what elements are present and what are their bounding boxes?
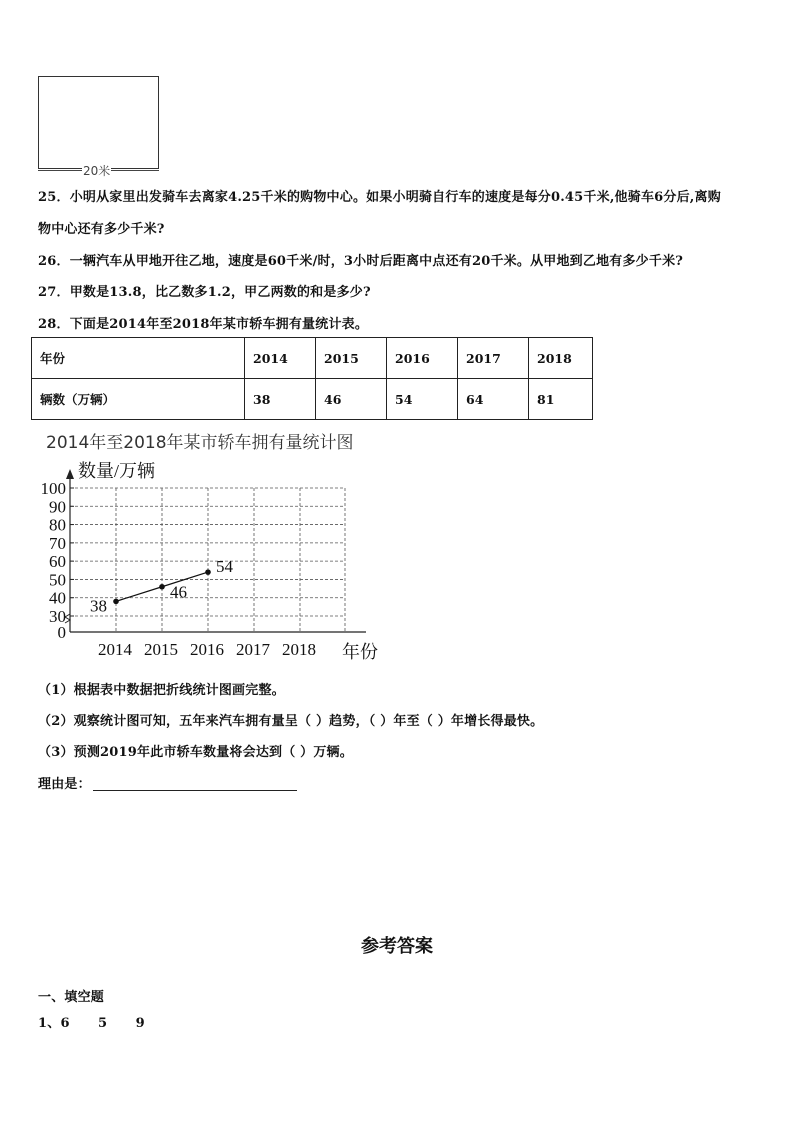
y-tick-label: 60 [49, 552, 66, 572]
table-cell: 38 [245, 379, 316, 420]
question-28: 28．下面是2014年至2018年某市轿车拥有量统计表。 [38, 317, 369, 332]
y-tick-label: 90 [49, 497, 66, 517]
question-27: 27．甲数是13.8，比乙数多1.2，甲乙两数的和是多少? [38, 285, 371, 300]
x-tick-label: 2014 [98, 640, 132, 659]
data-label: 38 [90, 596, 107, 616]
y-tick-label: 40 [49, 588, 66, 608]
data-point [113, 599, 119, 605]
square-figure [38, 76, 159, 169]
y-tick-label: 50 [49, 570, 66, 590]
x-tick-label: 2016 [190, 640, 224, 659]
data-point [205, 569, 211, 575]
table-cell: 46 [316, 379, 387, 420]
table-row [32, 338, 593, 379]
table-cell: 64 [458, 379, 529, 420]
x-tick-label: 2017 [236, 640, 270, 659]
subquestion-2: （2）观察统计图可知，五年来汽车拥有量呈（ ）趋势，（ ）年至（ ）年增长得最快。 [38, 714, 544, 729]
table-cell: 2015 [316, 338, 387, 379]
y-tick-label: 0 [57, 623, 66, 642]
question-25-line-1: 25．小明从家里出发骑车去离家4.25千米的购物中心。如果小明骑自行车的速度是每分0.45千米,他骑车6分后,离购 [38, 190, 721, 205]
answer-section-heading: 一、填空题 [38, 990, 105, 1005]
table-header-count: 辆数（万辆） [32, 379, 245, 420]
data-label: 54 [216, 557, 233, 577]
statistics-table [31, 337, 593, 420]
dimension-line [38, 164, 159, 176]
reason-answer-line [93, 789, 297, 791]
table-cell: 2017 [458, 338, 529, 379]
y-tick-label: 80 [49, 515, 66, 535]
x-tick-label: 2018 [282, 640, 316, 659]
table-cell: 2018 [529, 338, 593, 379]
subquestion-3: （3）预测2019年此市轿车数量将会达到（ ）万辆。 [38, 745, 353, 760]
answer-1: 1、6 5 9 [38, 1016, 145, 1031]
data-point [159, 584, 165, 590]
question-25-line-2: 物中心还有多少千米? [38, 222, 165, 237]
dimension-label: 20米 [83, 164, 111, 178]
y-tick-label: 30 [49, 607, 66, 626]
table-cell: 2016 [387, 338, 458, 379]
x-tick-label: 2015 [144, 640, 178, 659]
x-axis-label: 年份 [342, 642, 378, 662]
subquestion-1: （1）根据表中数据把折线统计图画完整。 [38, 683, 285, 698]
y-axis-arrow [66, 469, 74, 479]
y-axis-label: 数量/万辆 [78, 461, 156, 481]
data-label: 46 [170, 582, 187, 602]
table-cell: 54 [387, 379, 458, 420]
answer-key-title: 参考答案 [361, 936, 433, 957]
table-row [32, 379, 593, 420]
y-tick-label: 70 [49, 533, 66, 553]
table-cell: 81 [529, 379, 593, 420]
reason-label: 理由是： [38, 777, 91, 792]
chart-title: 2014年至2018年某市轿车拥有量统计图 [46, 433, 354, 453]
table-cell: 2014 [245, 338, 316, 379]
table-header-year: 年份 [32, 338, 245, 379]
y-tick-label: 100 [40, 479, 66, 498]
line-chart [30, 455, 390, 670]
question-26: 26．一辆汽车从甲地开往乙地，速度是60千米/时，3小时后距离中点还有20千米。从甲地到乙地有多少千米? [38, 254, 684, 269]
